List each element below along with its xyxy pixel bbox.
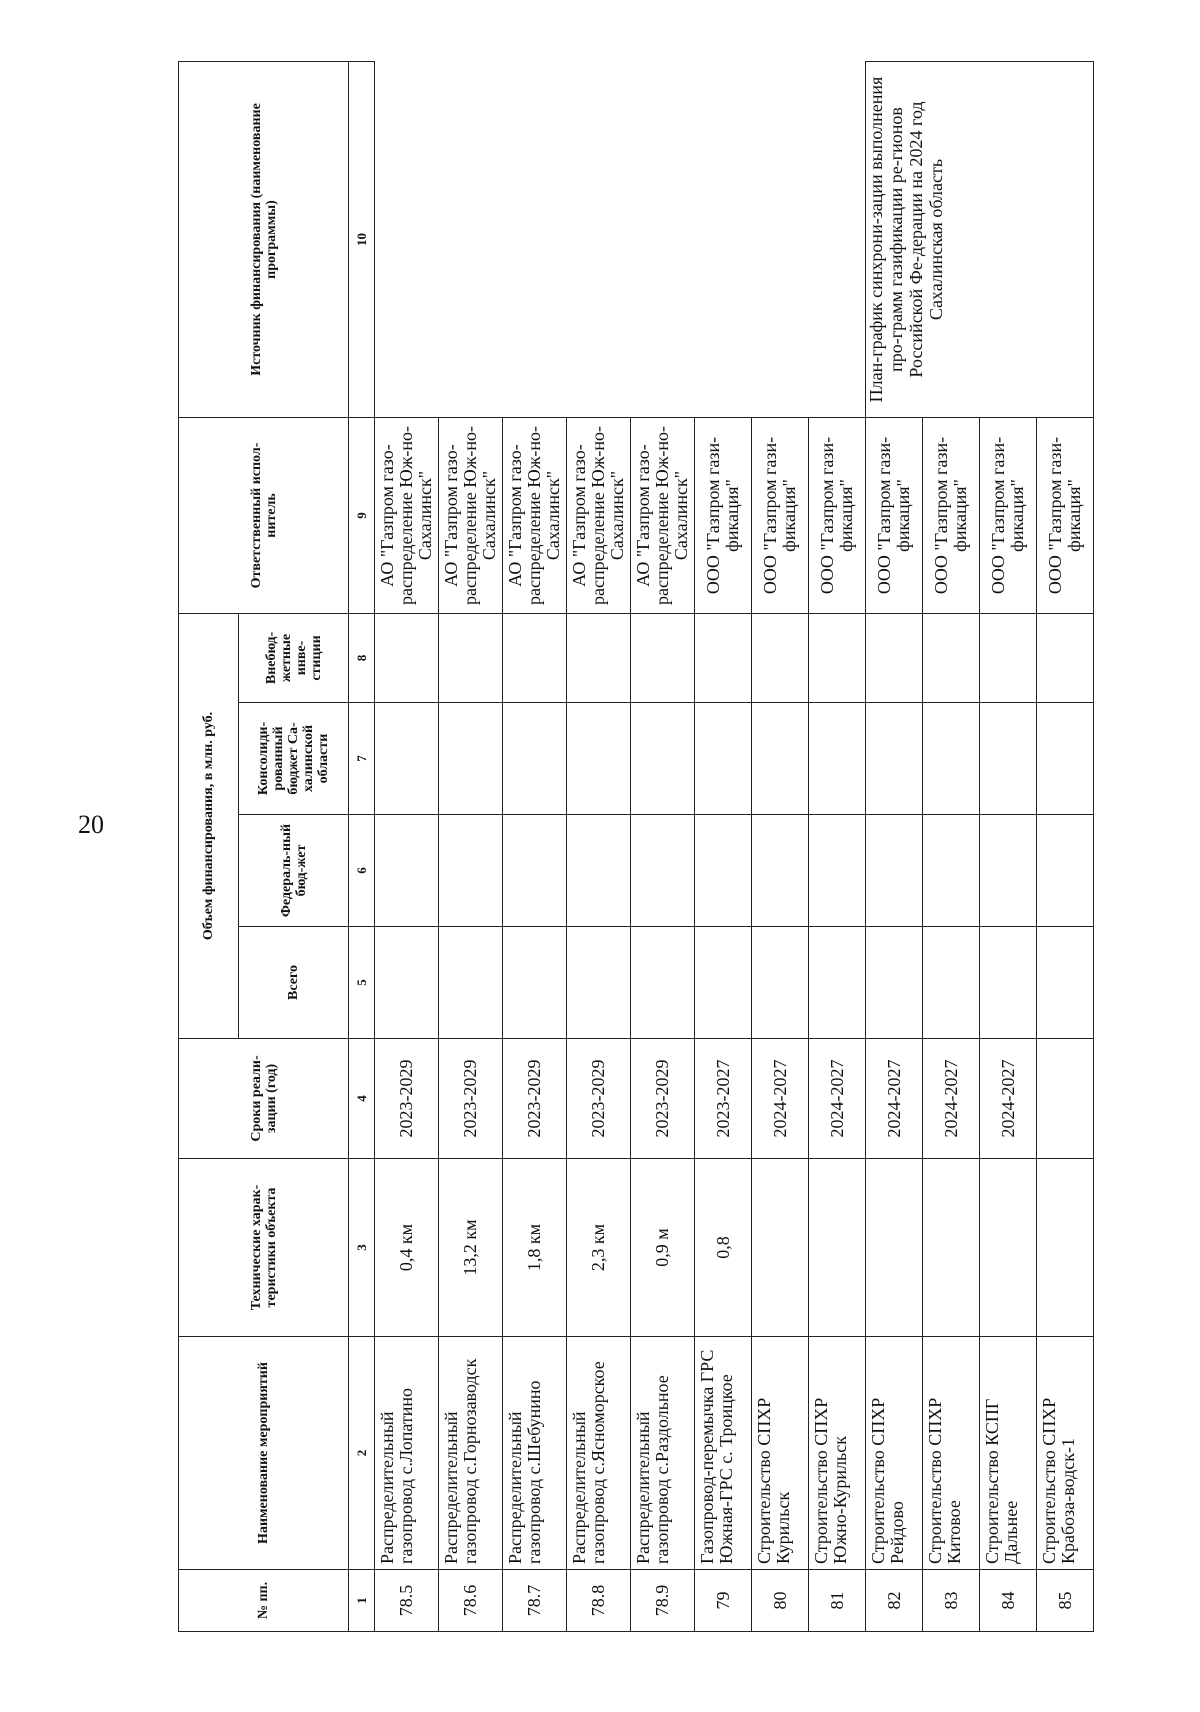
row-regional xyxy=(695,703,752,815)
row-number: 85 xyxy=(1037,1570,1094,1632)
row-number: 79 xyxy=(695,1570,752,1632)
column-number-row xyxy=(349,61,375,1631)
row-extrabudget xyxy=(752,613,809,702)
row-years: 2024-2027 xyxy=(980,1039,1037,1159)
row-extrabudget xyxy=(866,613,923,702)
row-tech xyxy=(1037,1159,1094,1337)
row-tech: 1,8 км xyxy=(503,1159,567,1337)
row-executor: ООО "Газпром гази-фикация" xyxy=(1037,417,1094,613)
gasification-table xyxy=(178,61,1094,1632)
row-extrabudget xyxy=(439,613,503,702)
row-number: 81 xyxy=(809,1570,866,1632)
row-number: 83 xyxy=(923,1570,980,1632)
row-years: 2024-2027 xyxy=(866,1039,923,1159)
row-extrabudget xyxy=(980,613,1037,702)
row-regional xyxy=(631,703,695,815)
row-name: Распределительный газопровод с.Ясноморское xyxy=(567,1337,631,1570)
row-tech xyxy=(809,1159,866,1337)
row-regional xyxy=(866,703,923,815)
row-years: 2024-2027 xyxy=(752,1039,809,1159)
row-tech xyxy=(866,1159,923,1337)
row-regional xyxy=(503,703,567,815)
column-number: 9 xyxy=(349,417,375,613)
header-name: Наименование мероприятий xyxy=(179,1337,349,1570)
column-number: 2 xyxy=(349,1337,375,1570)
row-total xyxy=(631,927,695,1039)
row-federal xyxy=(1037,815,1094,927)
row-extrabudget xyxy=(1037,613,1094,702)
row-tech xyxy=(980,1159,1037,1337)
row-number: 78.6 xyxy=(439,1570,503,1632)
row-executor: АО "Газпром газо-распределение Юж-но-Сахалинск" xyxy=(503,417,567,613)
row-executor: ООО "Газпром гази-фикация" xyxy=(809,417,866,613)
row-total xyxy=(695,927,752,1039)
row-federal xyxy=(866,815,923,927)
row-tech: 0,4 км xyxy=(375,1159,439,1337)
column-number: 7 xyxy=(349,703,375,815)
row-federal xyxy=(809,815,866,927)
row-extrabudget xyxy=(923,613,980,702)
row-number: 78.8 xyxy=(567,1570,631,1632)
header-source: Источник финансирования (наименование программы) xyxy=(179,61,349,417)
row-years: 2023-2029 xyxy=(631,1039,695,1159)
row-number: 78.5 xyxy=(375,1570,439,1632)
row-federal xyxy=(439,815,503,927)
header-tech: Технические харак-теристики объекта xyxy=(179,1159,349,1337)
row-executor: АО "Газпром газо-распределение Юж-но-Сахалинск" xyxy=(631,417,695,613)
row-tech xyxy=(752,1159,809,1337)
row-total xyxy=(439,927,503,1039)
row-extrabudget xyxy=(631,613,695,702)
row-name: Распределительный газопровод с.Лопатино xyxy=(375,1337,439,1570)
row-years: 2023-2029 xyxy=(567,1039,631,1159)
row-extrabudget xyxy=(695,613,752,702)
row-executor: ООО "Газпром гази-фикация" xyxy=(923,417,980,613)
row-total xyxy=(375,927,439,1039)
row-tech xyxy=(923,1159,980,1337)
row-total xyxy=(567,927,631,1039)
row-executor: ООО "Газпром гази-фикация" xyxy=(752,417,809,613)
header-years: Сроки реали-зации (год) xyxy=(179,1039,349,1159)
row-regional xyxy=(980,703,1037,815)
row-extrabudget xyxy=(375,613,439,702)
row-federal xyxy=(375,815,439,927)
row-name: Строительство СПХР Рейдово xyxy=(866,1337,923,1570)
row-years: 2023-2029 xyxy=(439,1039,503,1159)
row-federal xyxy=(695,815,752,927)
column-number: 6 xyxy=(349,815,375,927)
column-number: 4 xyxy=(349,1039,375,1159)
page-number: 20 xyxy=(78,810,104,839)
source-note: План-график синхрони-зации выполнения про-грамм газификации ре-гионов Российской Фе-дерации на 2024 год Сахалинская область xyxy=(866,61,1094,417)
header-funding-group: Объем финансирования, в млн. руб. xyxy=(179,613,239,1038)
row-regional xyxy=(923,703,980,815)
header-federal: Федераль-ный бюд-жет xyxy=(239,815,349,927)
row-name: Газопровод-перемычка ГРС Южная-ГРС с. Троицкое xyxy=(695,1337,752,1570)
row-executor: ООО "Газпром гази-фикация" xyxy=(866,417,923,613)
row-number: 80 xyxy=(752,1570,809,1632)
row-years: 2023-2029 xyxy=(375,1039,439,1159)
row-extrabudget xyxy=(567,613,631,702)
row-name: Распределительный газопровод с.Горнозаводск xyxy=(439,1337,503,1570)
table-row xyxy=(375,61,439,1631)
row-total xyxy=(866,927,923,1039)
row-total xyxy=(923,927,980,1039)
column-number: 3 xyxy=(349,1159,375,1337)
row-name: Строительство СПХР Китовое xyxy=(923,1337,980,1570)
row-regional xyxy=(752,703,809,815)
table-row xyxy=(866,61,923,1631)
row-federal xyxy=(923,815,980,927)
row-regional xyxy=(809,703,866,815)
row-executor: АО "Газпром газо-распределение Юж-но-Сахалинск" xyxy=(439,417,503,613)
row-number: 84 xyxy=(980,1570,1037,1632)
column-number: 1 xyxy=(349,1570,375,1632)
row-regional xyxy=(1037,703,1094,815)
row-years: 2024-2027 xyxy=(923,1039,980,1159)
row-total xyxy=(752,927,809,1039)
row-total xyxy=(503,927,567,1039)
row-number: 78.9 xyxy=(631,1570,695,1632)
row-number: 78.7 xyxy=(503,1570,567,1632)
row-tech: 13,2 км xyxy=(439,1159,503,1337)
header-no: № пп. xyxy=(179,1570,349,1632)
row-federal xyxy=(752,815,809,927)
row-federal xyxy=(980,815,1037,927)
row-name: Распределительный газопровод с.Шебунино xyxy=(503,1337,567,1570)
row-executor: АО "Газпром газо-распределение Юж-но-Сахалинск" xyxy=(567,417,631,613)
row-number: 82 xyxy=(866,1570,923,1632)
row-name: Строительство СПХР Крабоза-водск-1 xyxy=(1037,1337,1094,1570)
header-regional: Консолиди-рованный бюджет Са-халинской области xyxy=(239,703,349,815)
row-total xyxy=(1037,927,1094,1039)
header-extrabudget: Внебюд-жетные инве-стиции xyxy=(239,613,349,702)
header-total: Всего xyxy=(239,927,349,1039)
row-name: Распределительный газопровод с.Раздольное xyxy=(631,1337,695,1570)
header-executor: Ответственный испол-нитель xyxy=(179,417,349,613)
table-sheet xyxy=(178,62,1084,1632)
row-years: 2023-2029 xyxy=(503,1039,567,1159)
row-regional xyxy=(375,703,439,815)
row-name: Строительство СПХР Курильск xyxy=(752,1337,809,1570)
row-name: Строительство КСПГ Дальнее xyxy=(980,1337,1037,1570)
row-tech: 0,8 xyxy=(695,1159,752,1337)
row-total xyxy=(809,927,866,1039)
row-federal xyxy=(631,815,695,927)
row-federal xyxy=(503,815,567,927)
row-regional xyxy=(567,703,631,815)
row-executor: АО "Газпром газо-распределение Юж-но-Сахалинск" xyxy=(375,417,439,613)
column-number: 5 xyxy=(349,927,375,1039)
row-total xyxy=(980,927,1037,1039)
column-number: 10 xyxy=(349,61,375,417)
row-years: 2023-2027 xyxy=(695,1039,752,1159)
row-extrabudget xyxy=(809,613,866,702)
column-number: 8 xyxy=(349,613,375,702)
row-extrabudget xyxy=(503,613,567,702)
row-tech: 2,3 км xyxy=(567,1159,631,1337)
row-federal xyxy=(567,815,631,927)
row-years xyxy=(1037,1039,1094,1159)
row-name: Строительство СПХР Южно-Курильск xyxy=(809,1337,866,1570)
row-tech: 0,9 м xyxy=(631,1159,695,1337)
row-executor: ООО "Газпром гази-фикация" xyxy=(980,417,1037,613)
source-blank xyxy=(375,61,866,417)
row-years: 2024-2027 xyxy=(809,1039,866,1159)
row-regional xyxy=(439,703,503,815)
row-executor: ООО "Газпром гази-фикация" xyxy=(695,417,752,613)
